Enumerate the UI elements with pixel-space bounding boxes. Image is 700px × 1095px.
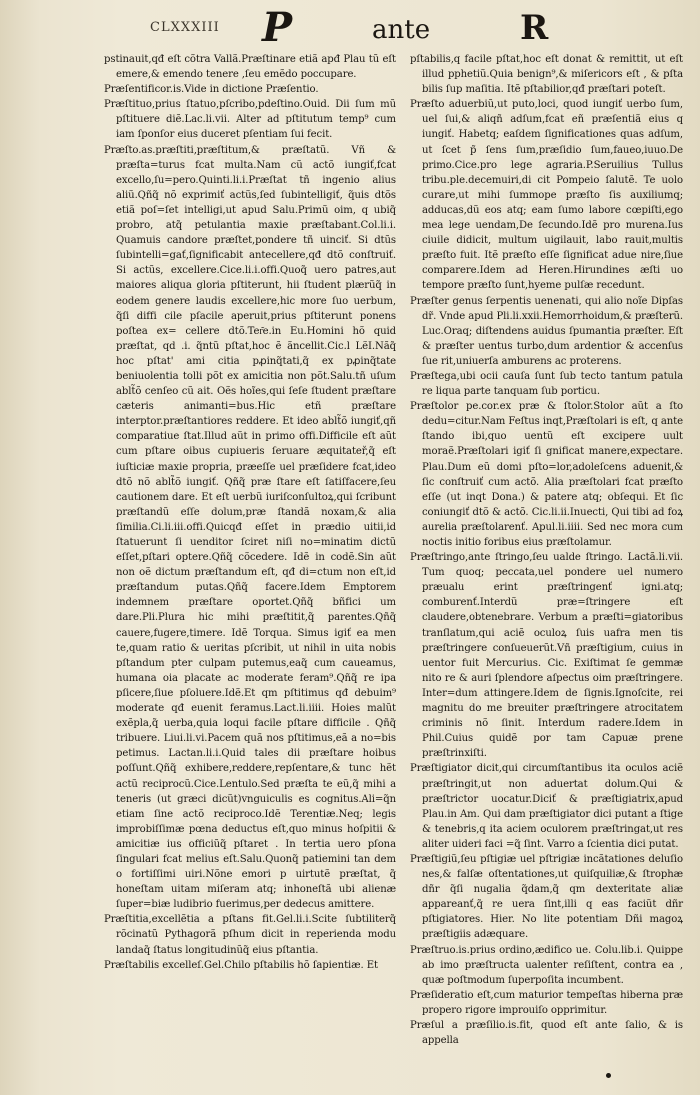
dictionary-entry: Præſtigiũ,ſeu pſtigiæ uel pſtrigiæ incãtationes deluſio nes,& falſæ oſtentationes,ut quiſquiliæ,& ſtrophæ dñr q̃ſi nugalia q̃dam,q̃ qm dexteritate aliæ appareanť,q̃ re uera ſint,illi q eas faciũt dñr pſtigiatores. Hier. No lite potentiam Dñi magoꝝ præſtigiis adæquare. (410, 853, 683, 941)
right-column (410, 52, 683, 1048)
ink-dot (606, 1073, 611, 1078)
dictionary-entry: pstinauit,qđ eſt cõtra Vallã.Præſtinare etiã apđ Plau tũ eſt emere,& emendo tenere ,ſeu emẽdo poccupare. (104, 54, 396, 81)
header-left-letter: P (262, 4, 293, 51)
dictionary-entry: Præſtigiator dicit,qui circumſtantibus ita oculos aciẽ præſtringit,ut non aduertat dolum.Qui & præſtrictor uocatur.Diciť & præſtigiatrix,apud Plau.in Am. Qui dam præſtigiator dici putant a ſtige & tenebris,q ita aciem oculorem præſtringat,ut res aliter uideri faci =q̃ ſint. Varro a ſcientia dici putat. (410, 763, 683, 850)
left-column (104, 52, 396, 973)
dictionary-entry: Præſtolor pe.cor.ex præ & ſtolor.Stolor aũt a ſto dedu=citur.Nam Feſtus inqt,Præſtolari is eſt, q ante ſtando ibi,quo uentũ eſt excipere uult moraẽ.Præſtolari igiť ſi gnificat manere,expectare. Plau.Dum eũ domi pſto=lor,adoleſcens aduenit,& ſic conſtruiť cum actõ. Alia præſtolari fcat præſto eſſe (ut inqt Dona.) & patere atq; obſequi. Et ſic coniungiť dtõ & actõ. Cic.li.ii.Inuecti, Qui tibi ad foꝝ aurelia præſtolarenť. Apul.li.iiii. Sed nec mora cum noctis initio foribus eius præſtolamur. (410, 401, 683, 548)
dictionary-entry: Præſter genus ſerpentis uenenati, qui alio noĩe Dipſas dr̃. Vnde apud Pli.li.xxii.Hemorrhoidum,& præſterũ. Luc.Oraq; diſtendens auidus ſpumantia præſter. Eſt & præſter uentus turbo,dum ardentior & accenſus ſue rit,uniuerſa amburens ac proterens. (410, 295, 683, 367)
dictionary-entry: Præſtega,ubi ocii cauſa ſunt ſub tecto tantum patula re liqua parte tanquam ſub porticu. (410, 370, 683, 398)
dictionary-entry: Præſentificor.is.Vide in dictione Præſentio. (104, 84, 319, 96)
dictionary-entry: Præſto aduerbiũ,ut puto,loci, quod iungiť uerbo ſum, uel ſui,& aliqñ adſum,fcat eñ præſentiã eius q iungiť. Habetq; eaſdem ſignificationes quas adſum, ut ſcet p̃ ſens ſum,præſidio ſum,faueo,iuuo.De primo.Cice.pro lege agraria.P.Seruilius Tullus tribu.ple.decemuiri,di cit Pompeio ſalutẽ. Te uolo curare,ut mihi ſummope præſto ſis auxiliumq; adducas,dũ eos atq; eam ſumo labore cœpiſti,ego mea lege uendam,De ſecundo.Idẽ pro murena.Ius ciuile didicit, multum uigilauit, labo rauit,multis præſto fuit. Itẽ præſto eſſe ſignificat adue nire,ſiue comparere.Idem ad Heren.Hirundines æſti uo tempore præſto ſunt,hyeme pulſæ recedunt. (410, 99, 683, 292)
dictionary-entry: Præſtituo,prius ſtatuo,pſcribo,pdeſtino.Ouid. Dii ſum mũ pſtituere diẽ.Lac.li.vii. Alter ad pſtitutum temp⁹ cum iam ſponſor eius duceret pſentiam ſui fecit. (104, 99, 396, 141)
dictionary-entry: Præſto.as.præſtiti,præſtitum,& præſtatũ. Vñ & præſta=turus fcat multa.Nam cũ actõ iungiť,fcat excello,ſu=pero.Quinti.li.i.Præſtat tñ ingenio alius aliũ.Qñq̃ nõ exprimiť actũs,ſed ſubintelligiť, q̃uis dtõs etiã poſ=ſet intelligi,ut apud Salu.Primũ oim, q ubiq̃ probro, atq̃ petulantia maxie præſtabant.Col.li.i. Quamuis candore præſtet,pondere tñ uinciť. Si dtũs ſubintelli=gať,ſignificabit antecellere,qđ dtõ conſtruiť. Si actũs, excellere.Cice.li.i.offi.Quoq̃ uero patres,aut maiores aliqua gloria pſtiterunt, hii ſtudent plærũq̃ in eodem genere laudis excellere,hic more ſuo uerbum, q̃ſi diffi cile pſacile aperuit,prius pſtiterunt ponens poſtea ex= cellere dtõ.Ter͂e.in Eu.Homini hõ quid præſtat, qd .i. q̃ntũ pſtat,hoc ẽ ãncellit.Cic.l LẽI.Nãq̃ hoc pſtat' ami citia pꝓinq̃tati,q̃ ex pꝓinq̃tate beniuolentia tolli põt ex amicitia non põt.Salu.tñ uſum ablt̃õ cenſeo cũ ait. Oẽs hoĩes,qui ſeſe ſtudent præſtare cæteris animanti=bus.Hic etñ præſtare interptor.præſtantiores reddere. Et ideo ablt̃õ iungiť,qñ comparatiue ſtat.Illud aũt in primo offi.Difficile eſt aũt cum pſtare oibus cupiueris ſeruare æquitateř,q̃ eſt iuſticiæ maxie propria, præeſſe uel præſidere fcat,ideo dtõ nõ ablt̃õ iungiť. Qñq̃ præ ſtare eſt ſatiſfacere,ſeu cautionem dare. Et eſt uerbũ iuriſconſultoꝝ,qui ſcribunt præſtandũ eſſe dolum,præ ſtandã noxam,& alia ſimilia.Ci.li.iii.offi.Quicqđ eſſet in prædio uitii,id ſtatuerunt ſi uenditor ſciret niſi no=minatim dictũ eſſet,pſtari optere.Qñq̃ cõcedere. Idẽ in codẽ.Sin aũt non oẽ dictum præſtandum eſt, qđ di=ctum non eſt,id præſtandum putas.Qñq̃ facere.Idem Emptorem indemnem præſtare oportet.Qñq̃ bñfici um dare.Pli.Plura hic mihi præſtitit,q̃ parentes.Qñq̃ cauere,fugere,timere. Idẽ Torqua. Simus igiť ea men te,quam ratio & ueritas pſcribit, ut nihil in uita nobis pſtandum pter culpam putemus,eaq̃ cum caueamus, humana oia placate ac moderate feram⁹.Qñq̃ re ipa pſicere,ſiue pſoluere.Idẽ.Et qm pſtitimus qđ debuim⁹ moderate qđ euenit feramus.Lact.li.iiii. Hoies malũt exẽpla,q̃ uerba,quia loqui facile pſtare difficile . Qñq̃ tribuere. Liui.li.vi.Pacem quã nos pſtitimus,eã a no=bis petimus. Lactan.li.i.Quid tales dii præſtare hoibus poſſunt.Qñq̃ exhibere,reddere,repſentare,& tunc hẽt actũ reciprocũ.Cice.Lentulo.Sed præſta te eũ,q̃ mihi a teneris (ut græci dicũt)vnguiculis es cognitus.Ali=q̃n etiam ſine actõ reciproco.Idẽ Terentiæ.Neq; legis improbiſſimæ pœna deductus eſt,quo minus hoſpitii & amicitiæ ius officiũq̃ pſtaret . In tertia uero pſona ſingulari fcat melius eſt.Salu.Quonq̃ patiemini tan dem o fortiſſimi uiri.Nõne emori p uirtutẽ præſtat, q̃ honeſtam uitam miſeram atq; inhoneſtã ubi alienæ ſuper=biæ ludibrio fuerimus,per dedecus amittere. (104, 144, 396, 911)
folio-number: CLXXXIII (150, 20, 220, 35)
dictionary-entry: Præſtringo,ante ſtringo,ſeu ualde ſtringo. Lactã.li.vii. Tum quoq; peccata,uel pondere uel numero præualu erint præſtringenť igni.atq; comburenť.Interdũ præ=ſtringere eſt claudere,obtenebrare. Verbum a præſti=giatoribus tranſlatum,qui aciẽ oculoꝝ ſuis uafra men tis præſtringere conſueuerũt.Vñ præſtigium, cuius in uentor fuit Mercurius. Cic. Exiſtimat ſe gemmæ nito re & auri ſplendore aſpectus oim præſtringere. Inter=dum attingere.Idem de ſignis.Ignoſcite, rei magnitu do me breuiter præſtringere atrocitatem criminis nõ ſinit. Interdum radere.Idem in Phil.Cuius quidẽ por tam Capuæ prene præſtrinxiſti. (410, 552, 683, 760)
dictionary-entry: Præſideratio eſt,cum maturior tempeſtas hiberna præ propero rigore improuiſo opprimitur. (410, 989, 683, 1016)
dictionary-entry: Præſtruo.is.prius ordino,ædifico ue. Colu.lib.i. Quippe ab imo præſtructa ualenter reſiſtent, contra ea , quæ poſtmodum ſuperpoſita incumbent. (410, 944, 683, 986)
header-right-letter: R (520, 8, 549, 48)
dictionary-entry: Præſtitia,excellẽtia a pſtans fit.Gel.li.i.Scite ſubtiliterq̃ rõcinatũ Pythagorã pſhum dicit in reperienda modu landaq̃ ſtatus longitudinũq̃ eius pſtantia. (104, 914, 396, 956)
dictionary-entry: Præſtabilis excelleſ.Gel.Chilo pſtabilis hõ ſapientiæ. Et (104, 959, 378, 971)
running-header (0, 6, 700, 52)
dictionary-entry: pſtabilis,q facile pſtat,hoc eſt donat & remittit, ut eſt illud pphetiũ.Quia benign⁹,& miſericors eſt , & pſta bilis ſup maſitia. Itẽ pſtabilior,qđ præſtari poteſt. (410, 54, 683, 96)
header-center-word: ante (372, 15, 431, 45)
dictionary-entry: Præſul a præſilio.is.fit, quod eſt ante ſalio, & is appella (410, 1020, 683, 1047)
